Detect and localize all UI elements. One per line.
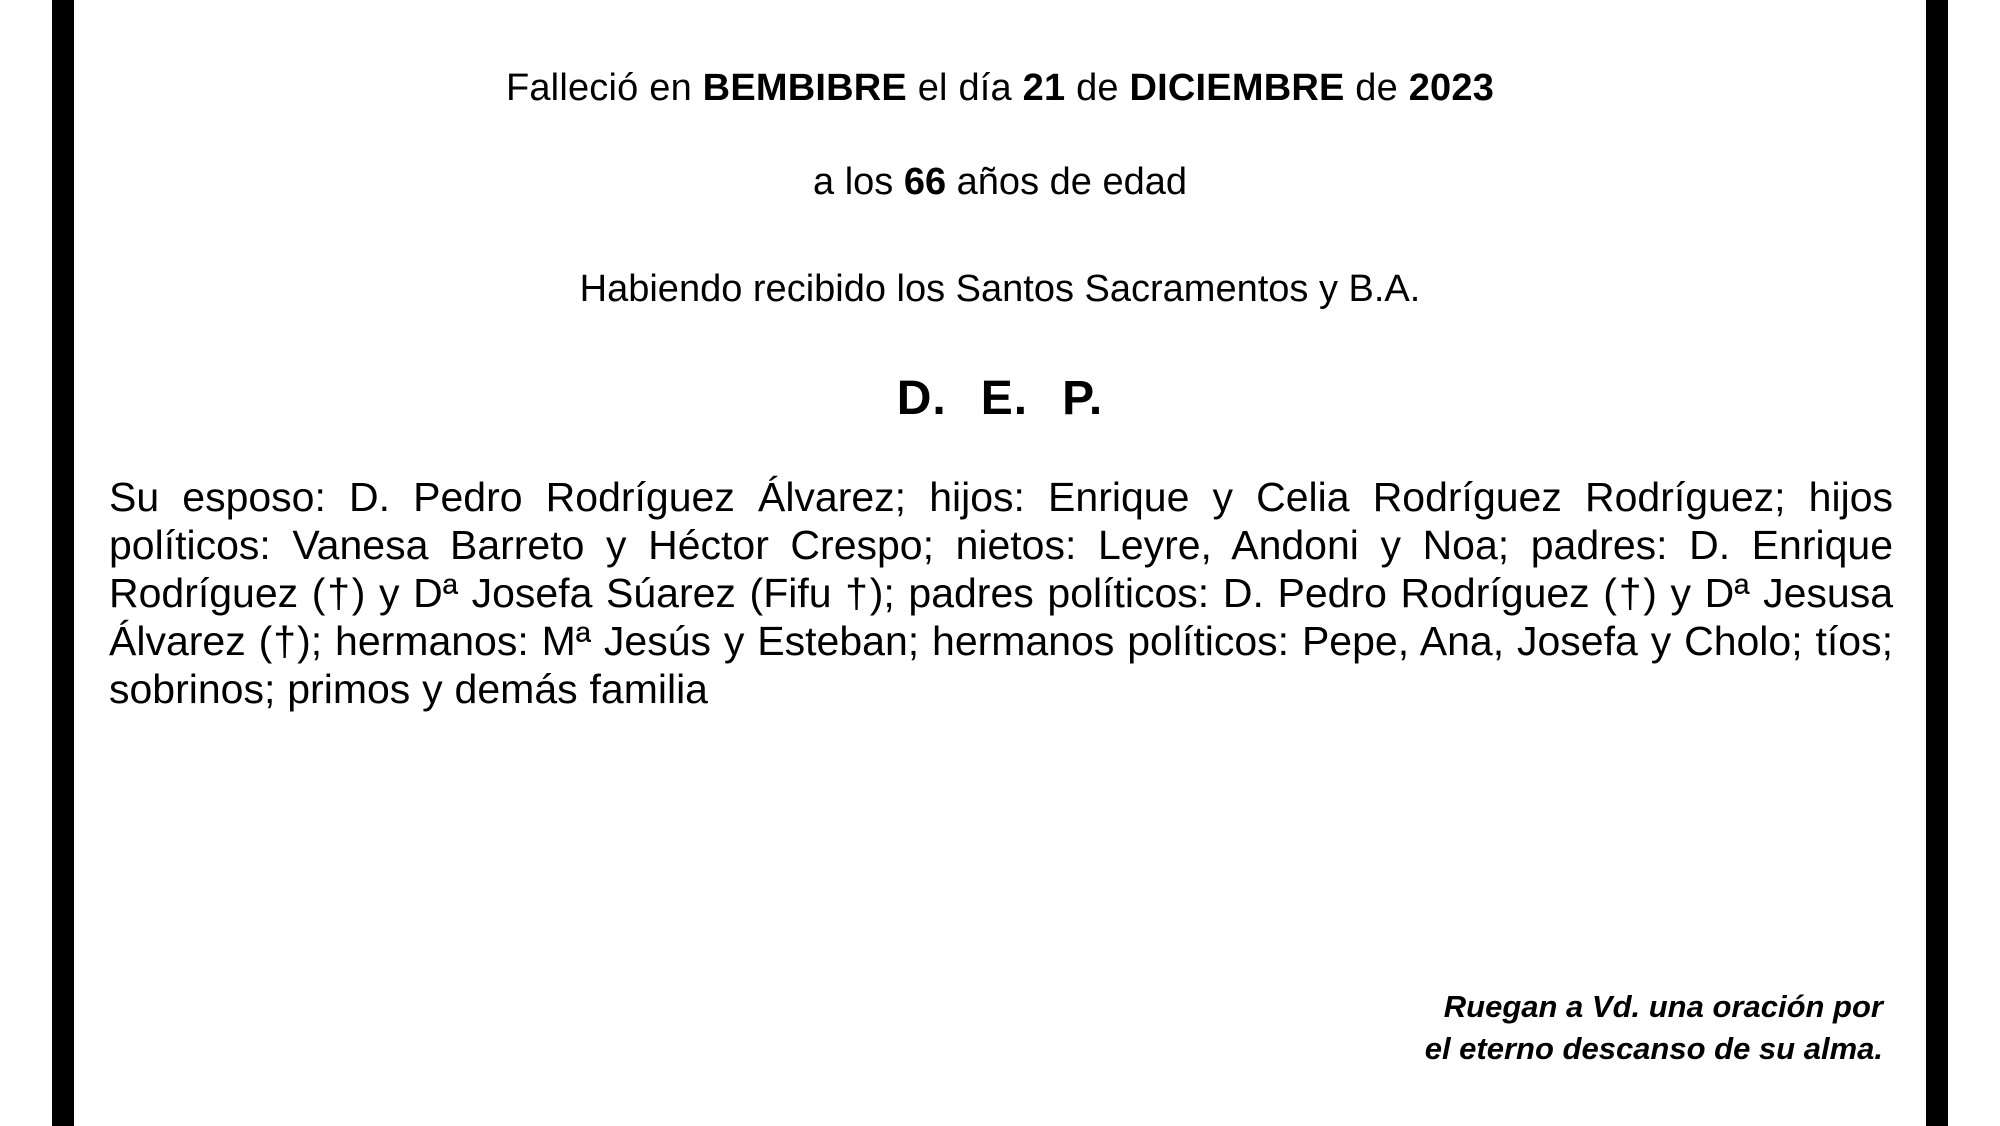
dep-p: P. [1062, 371, 1104, 425]
death-mid1: el día [906, 67, 1023, 109]
death-place: BEMBIBRE [702, 67, 907, 109]
death-day: 21 [1022, 67, 1066, 109]
age-suffix: años de edad [946, 160, 1187, 203]
dep-e: E. [980, 371, 1029, 425]
death-prefix: Falleció en [505, 67, 703, 109]
age-line [95, 160, 1905, 206]
death-line [95, 66, 1905, 112]
death-mid3: de [1344, 67, 1409, 109]
age-prefix: a los [813, 160, 904, 203]
left-border-bar [52, 0, 74, 1126]
closing-line-2: el eterno descanso de su alma. [1424, 1031, 1883, 1067]
closing-line-1: Ruegan a Vd. una oración por [1443, 989, 1883, 1025]
right-border-bar [1926, 0, 1948, 1126]
sacraments-line: Habiendo recibido los Santos Sacramentos y B.A. [579, 268, 1421, 311]
dep-d: D. [896, 371, 947, 425]
family-paragraph: Su esposo: D. Pedro Rodríguez Álvarez; hijos: Enrique y Celia Rodríguez Rodríguez; hijos políticos: Vanesa Barreto y Héctor Crespo; nietos: Leyre, Andoni y Noa; padres: D. Enrique Rodríguez (†) y Dª Josefa Súarez (Fifu †); padres políticos: D. Pedro Rodríguez (†) y Dª Jesusa Álvarez (†); hermanos: Mª Jesús y Esteban; hermanos políticos: Pepe, Ana, Josefa y Cholo; tíos; sobrinos; primos y demás familia [109, 473, 1893, 712]
card-content [95, 0, 1905, 1126]
death-month: DICIEMBRE [1129, 67, 1345, 109]
death-year: 2023 [1408, 67, 1495, 109]
closing-request [1425, 986, 1883, 1070]
age-value: 66 [903, 160, 947, 203]
dep-line [95, 371, 1905, 426]
death-mid2: de [1065, 67, 1130, 109]
